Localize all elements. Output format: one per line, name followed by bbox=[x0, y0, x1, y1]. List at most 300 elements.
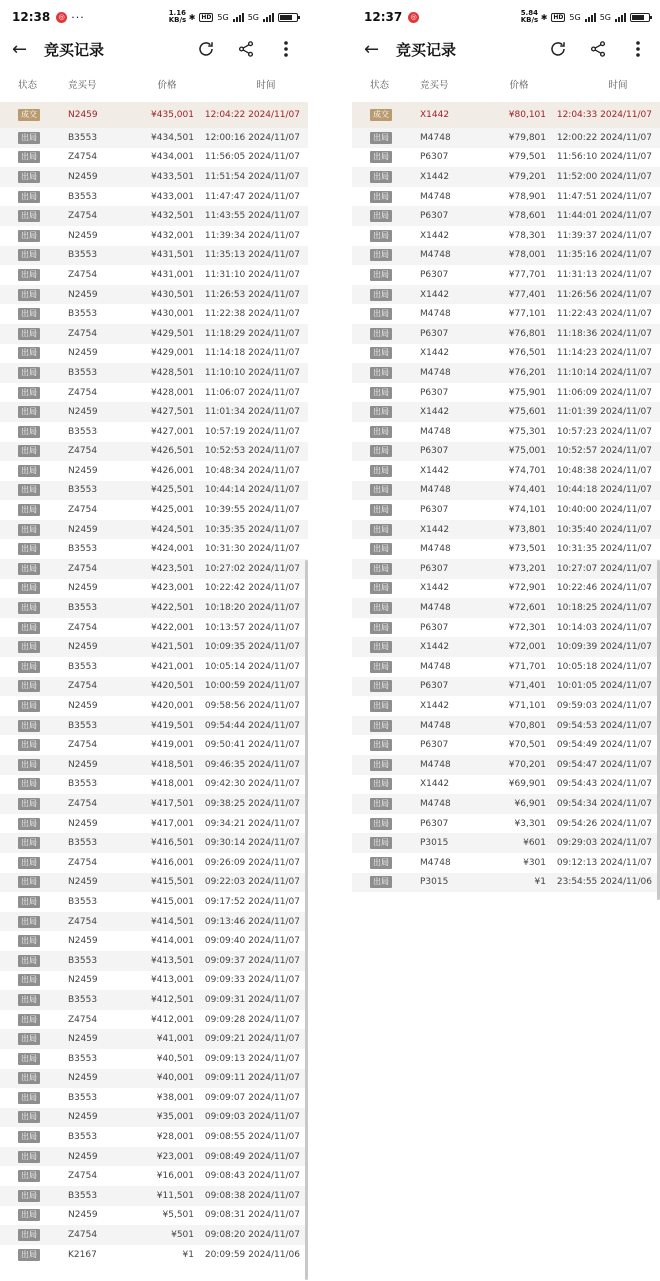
status-badge: 出局 bbox=[18, 504, 40, 516]
bid-code: M4748 bbox=[420, 485, 451, 496]
status-cell bbox=[0, 109, 50, 121]
bid-price: ¥413,501 bbox=[151, 955, 194, 966]
bid-price: ¥70,801 bbox=[508, 720, 546, 731]
refresh-icon[interactable] bbox=[196, 39, 216, 59]
bid-time: 10:52:57 2024/11/07 bbox=[556, 446, 652, 457]
table-row bbox=[0, 187, 308, 207]
bid-price: ¥71,401 bbox=[508, 681, 546, 692]
bid-code: N2459 bbox=[68, 818, 98, 829]
status-cell bbox=[352, 445, 402, 457]
table-row bbox=[0, 324, 308, 344]
status-badge: 出局 bbox=[370, 171, 392, 183]
table-row bbox=[0, 873, 308, 893]
table-row bbox=[352, 579, 660, 599]
bid-time: 10:48:34 2024/11/07 bbox=[204, 465, 300, 476]
status-badge: 出局 bbox=[18, 876, 40, 888]
table-row bbox=[0, 657, 308, 677]
status-cell bbox=[0, 1092, 50, 1104]
bid-time: 10:18:25 2024/11/07 bbox=[556, 603, 652, 614]
more-vertical-icon[interactable] bbox=[628, 39, 648, 59]
bid-price: ¥79,201 bbox=[508, 171, 546, 182]
bid-code: N2459 bbox=[68, 289, 98, 300]
status-badge: 出局 bbox=[18, 465, 40, 477]
battery-icon bbox=[278, 13, 298, 22]
status-cell bbox=[0, 426, 50, 438]
bid-time: 10:57:23 2024/11/07 bbox=[556, 426, 652, 437]
table-row bbox=[352, 102, 660, 128]
table-row bbox=[0, 344, 308, 364]
status-cell bbox=[0, 191, 50, 203]
bid-code: N2459 bbox=[68, 1210, 98, 1221]
bid-code: Z4754 bbox=[68, 446, 98, 457]
bid-time: 09:08:20 2024/11/07 bbox=[204, 1230, 300, 1241]
bid-code: M4748 bbox=[420, 759, 451, 770]
status-cell bbox=[352, 680, 402, 692]
status-cell bbox=[0, 818, 50, 830]
bid-price: ¥301 bbox=[523, 857, 546, 868]
table-row bbox=[352, 226, 660, 246]
table-row bbox=[352, 461, 660, 481]
table-row bbox=[0, 559, 308, 579]
bid-time: 10:13:57 2024/11/07 bbox=[204, 622, 300, 633]
share-icon[interactable] bbox=[588, 39, 608, 59]
status-cell bbox=[0, 857, 50, 869]
table-row bbox=[0, 383, 308, 403]
bid-price: ¥412,501 bbox=[151, 994, 194, 1005]
table-row bbox=[0, 128, 308, 148]
bid-time: 09:13:46 2024/11/07 bbox=[204, 916, 300, 927]
bid-price: ¥412,001 bbox=[151, 1014, 194, 1025]
bid-price: ¥417,501 bbox=[151, 798, 194, 809]
bid-code: N2459 bbox=[68, 1112, 98, 1123]
bid-price: ¥423,001 bbox=[151, 583, 194, 594]
bid-time: 11:26:53 2024/11/07 bbox=[204, 289, 300, 300]
status-badge: 出局 bbox=[370, 347, 392, 359]
status-badge: 出局 bbox=[370, 132, 392, 144]
status-badge: 出局 bbox=[18, 1229, 40, 1241]
bid-code: P6307 bbox=[420, 681, 449, 692]
bid-code: X1442 bbox=[420, 465, 450, 476]
bid-code: N2459 bbox=[68, 936, 98, 947]
bid-price: ¥74,401 bbox=[508, 485, 546, 496]
bid-time: 10:22:42 2024/11/07 bbox=[204, 583, 300, 594]
table-row bbox=[0, 265, 308, 285]
table-row bbox=[0, 539, 308, 559]
status-cell bbox=[0, 837, 50, 849]
status-cell bbox=[352, 191, 402, 203]
status-badge: 出局 bbox=[370, 622, 392, 634]
bid-price: ¥78,601 bbox=[508, 211, 546, 222]
network-type: 5G bbox=[569, 12, 581, 22]
header-code: 竞买号 bbox=[420, 80, 449, 91]
status-badge: 出局 bbox=[18, 759, 40, 771]
bid-price: ¥430,001 bbox=[151, 309, 194, 320]
bid-code: P3015 bbox=[420, 838, 449, 849]
status-cell bbox=[352, 308, 402, 320]
bid-code: M4748 bbox=[420, 603, 451, 614]
back-arrow-icon[interactable]: ← bbox=[12, 38, 28, 60]
bid-code: B3553 bbox=[68, 1092, 98, 1103]
bid-code: Z4754 bbox=[68, 269, 98, 280]
status-cell bbox=[0, 524, 50, 536]
page-title: 竞买记录 bbox=[44, 40, 105, 59]
bid-time: 09:09:31 2024/11/07 bbox=[204, 994, 300, 1005]
bid-code: P6307 bbox=[420, 211, 449, 222]
bid-time: 09:54:53 2024/11/07 bbox=[556, 720, 652, 731]
bid-price: ¥432,001 bbox=[151, 230, 194, 241]
bid-code: B3553 bbox=[68, 1190, 98, 1201]
status-cell bbox=[0, 132, 50, 144]
status-cell bbox=[0, 367, 50, 379]
app-toolbar bbox=[0, 34, 308, 64]
status-badge: 出局 bbox=[18, 347, 40, 359]
table-row bbox=[0, 1088, 308, 1108]
bid-code: B3553 bbox=[68, 544, 98, 555]
bid-price: ¥78,901 bbox=[508, 191, 546, 202]
table-row bbox=[0, 1147, 308, 1167]
bid-price: ¥417,001 bbox=[151, 818, 194, 829]
table-row bbox=[0, 735, 308, 755]
bid-price: ¥72,001 bbox=[508, 642, 546, 653]
table-row bbox=[352, 598, 660, 618]
bid-price: ¥423,501 bbox=[151, 563, 194, 574]
bid-price: ¥424,001 bbox=[151, 544, 194, 555]
bid-code: P3015 bbox=[420, 877, 449, 888]
status-badge: 出局 bbox=[18, 445, 40, 457]
bid-price: ¥431,501 bbox=[151, 250, 194, 261]
bid-time: 10:27:07 2024/11/07 bbox=[556, 563, 652, 574]
bid-code: M4748 bbox=[420, 367, 451, 378]
bid-time: 10:40:00 2024/11/07 bbox=[556, 505, 652, 516]
table-row bbox=[0, 246, 308, 266]
bid-price: ¥3,301 bbox=[514, 818, 546, 829]
status-cell bbox=[352, 818, 402, 830]
bid-price: ¥435,001 bbox=[151, 110, 194, 120]
bid-price: ¥601 bbox=[523, 838, 546, 849]
table-row bbox=[352, 637, 660, 657]
bid-time: 09:09:28 2024/11/07 bbox=[204, 1014, 300, 1025]
bid-code: X1442 bbox=[420, 171, 450, 182]
bid-time: 11:39:34 2024/11/07 bbox=[204, 230, 300, 241]
table-row bbox=[0, 990, 308, 1010]
table-row bbox=[352, 422, 660, 442]
bid-time: 11:31:13 2024/11/07 bbox=[556, 269, 652, 280]
bid-price: ¥434,501 bbox=[151, 132, 194, 143]
status-cell bbox=[352, 798, 402, 810]
header-time: 时间 bbox=[608, 80, 628, 91]
status-badge: 出局 bbox=[18, 857, 40, 869]
bid-code: B3553 bbox=[68, 132, 98, 143]
bid-code: N2459 bbox=[68, 348, 98, 359]
table-row bbox=[0, 1029, 308, 1049]
bid-time: 10:57:19 2024/11/07 bbox=[204, 426, 300, 437]
bid-code: N2459 bbox=[68, 171, 98, 182]
table-row bbox=[352, 481, 660, 501]
bid-price: ¥78,001 bbox=[508, 250, 546, 261]
bid-code: P6307 bbox=[420, 152, 449, 163]
status-badge: 出局 bbox=[370, 445, 392, 457]
status-cell bbox=[0, 230, 50, 242]
status-cell bbox=[0, 1151, 50, 1163]
table-row bbox=[0, 206, 308, 226]
status-badge: 出局 bbox=[18, 1151, 40, 1163]
status-badge: 出局 bbox=[370, 563, 392, 575]
status-cell bbox=[352, 524, 402, 536]
bid-price: ¥76,201 bbox=[508, 367, 546, 378]
bid-time: 12:00:22 2024/11/07 bbox=[556, 132, 652, 143]
status-badge: 出局 bbox=[370, 641, 392, 653]
table-row bbox=[0, 579, 308, 599]
status-badge: 出局 bbox=[370, 230, 392, 242]
bid-price: ¥38,001 bbox=[156, 1092, 194, 1103]
network-type-2: 5G bbox=[247, 12, 259, 22]
signal-icon bbox=[585, 13, 596, 22]
hd-icon: HD bbox=[553, 13, 564, 21]
bid-price: ¥73,501 bbox=[508, 544, 546, 555]
table-row bbox=[352, 187, 660, 207]
table-row bbox=[0, 442, 308, 462]
status-badge: 出局 bbox=[18, 524, 40, 536]
status-badge: 出局 bbox=[18, 582, 40, 594]
bid-price: ¥77,101 bbox=[508, 309, 546, 320]
bid-price: ¥415,001 bbox=[151, 896, 194, 907]
signal-icon-2 bbox=[615, 13, 626, 22]
status-cell bbox=[352, 622, 402, 634]
bid-time: 10:00:59 2024/11/07 bbox=[204, 681, 300, 692]
status-badge: 出局 bbox=[18, 1170, 40, 1182]
bid-price: ¥71,101 bbox=[508, 701, 546, 712]
bid-code: B3553 bbox=[68, 896, 98, 907]
header-time: 时间 bbox=[256, 80, 276, 91]
bid-time: 09:09:40 2024/11/07 bbox=[204, 936, 300, 947]
bid-time: 09:54:34 2024/11/07 bbox=[556, 798, 652, 809]
bid-time: 10:48:38 2024/11/07 bbox=[556, 465, 652, 476]
status-badge: 出局 bbox=[18, 1014, 40, 1026]
bid-code: Z4754 bbox=[68, 857, 98, 868]
status-badge: 出局 bbox=[18, 700, 40, 712]
status-icons bbox=[169, 10, 298, 24]
bid-price: ¥78,301 bbox=[508, 230, 546, 241]
status-badge: 出局 bbox=[18, 1111, 40, 1123]
bid-code: B3553 bbox=[68, 1132, 98, 1143]
status-cell bbox=[0, 720, 50, 732]
bid-time: 11:18:29 2024/11/07 bbox=[204, 328, 300, 339]
bid-time: 12:04:22 2024/11/07 bbox=[204, 110, 300, 120]
bid-price: ¥425,501 bbox=[151, 485, 194, 496]
bid-code: K2167 bbox=[68, 1249, 97, 1260]
table-row bbox=[0, 677, 308, 697]
battery-icon bbox=[630, 13, 650, 22]
status-badge: 出局 bbox=[18, 720, 40, 732]
bid-code: P6307 bbox=[420, 328, 449, 339]
table-row bbox=[352, 853, 660, 873]
status-badge: 出局 bbox=[18, 680, 40, 692]
bid-code: M4748 bbox=[420, 857, 451, 868]
status-badge: 出局 bbox=[18, 563, 40, 575]
table-row bbox=[0, 363, 308, 383]
table-row bbox=[352, 716, 660, 736]
bid-code: P6307 bbox=[420, 563, 449, 574]
table-row bbox=[352, 402, 660, 422]
bid-price: ¥428,001 bbox=[151, 387, 194, 398]
bid-price: ¥413,001 bbox=[151, 975, 194, 986]
table-row bbox=[0, 853, 308, 873]
table-row bbox=[0, 148, 308, 168]
bid-time: 09:09:33 2024/11/07 bbox=[204, 975, 300, 986]
bid-time: 12:00:16 2024/11/07 bbox=[204, 132, 300, 143]
status-cell bbox=[352, 720, 402, 732]
bid-code: N2459 bbox=[68, 1151, 98, 1162]
bid-price: ¥426,001 bbox=[151, 465, 194, 476]
bid-time: 10:09:39 2024/11/07 bbox=[556, 642, 652, 653]
status-badge: 出局 bbox=[18, 818, 40, 830]
table-row bbox=[0, 598, 308, 618]
status-badge: 出局 bbox=[18, 191, 40, 203]
bid-code: Z4754 bbox=[68, 798, 98, 809]
bid-code: M4748 bbox=[420, 132, 451, 143]
status-badge: 出局 bbox=[18, 308, 40, 320]
bid-code: X1442 bbox=[420, 230, 450, 241]
bid-code: X1442 bbox=[420, 583, 450, 594]
status-cell bbox=[352, 171, 402, 183]
bid-code: X1442 bbox=[420, 701, 450, 712]
bid-code: N2459 bbox=[68, 230, 98, 241]
bid-code: N2459 bbox=[68, 1073, 98, 1084]
bid-code: M4748 bbox=[420, 661, 451, 672]
status-cell bbox=[352, 249, 402, 261]
table-row bbox=[352, 324, 660, 344]
table-row bbox=[352, 775, 660, 795]
bid-code: B3553 bbox=[68, 603, 98, 614]
table-row bbox=[0, 1166, 308, 1186]
status-cell bbox=[0, 445, 50, 457]
bid-time: 09:08:43 2024/11/07 bbox=[204, 1171, 300, 1182]
bid-price: ¥1 bbox=[534, 877, 546, 888]
bid-time: 11:14:18 2024/11/07 bbox=[204, 348, 300, 359]
bid-price: ¥419,501 bbox=[151, 720, 194, 731]
clock: 12:37 bbox=[364, 10, 403, 24]
bid-code: Z4754 bbox=[68, 1014, 98, 1025]
table-row bbox=[352, 696, 660, 716]
bid-price: ¥434,001 bbox=[151, 152, 194, 163]
more-vertical-icon[interactable] bbox=[276, 39, 296, 59]
notification-icon: ◎ bbox=[56, 12, 67, 23]
status-badge: 出局 bbox=[370, 582, 392, 594]
status-cell bbox=[352, 857, 402, 869]
bid-time: 09:08:49 2024/11/07 bbox=[204, 1151, 300, 1162]
table-row bbox=[0, 422, 308, 442]
bid-code: N2459 bbox=[68, 407, 98, 418]
status-badge: 出局 bbox=[370, 426, 392, 438]
status-badge: 出局 bbox=[18, 171, 40, 183]
bid-time: 11:01:39 2024/11/07 bbox=[556, 407, 652, 418]
status-cell bbox=[0, 896, 50, 908]
status-cell bbox=[352, 269, 402, 281]
bid-time: 10:01:05 2024/11/07 bbox=[556, 681, 652, 692]
bid-price: ¥76,501 bbox=[508, 348, 546, 359]
bid-list bbox=[352, 102, 660, 892]
status-badge: 成交 bbox=[18, 109, 40, 121]
table-row bbox=[0, 1186, 308, 1206]
bid-time: 11:22:38 2024/11/07 bbox=[204, 309, 300, 320]
bid-code: Z4754 bbox=[68, 1171, 98, 1182]
bid-price: ¥418,501 bbox=[151, 759, 194, 770]
status-cell bbox=[0, 759, 50, 771]
share-icon[interactable] bbox=[236, 39, 256, 59]
status-cell bbox=[352, 465, 402, 477]
notification-icon: ◎ bbox=[408, 12, 419, 23]
bid-price: ¥80,101 bbox=[508, 110, 546, 120]
back-arrow-icon[interactable]: ← bbox=[364, 38, 380, 60]
status-badge: 出局 bbox=[370, 289, 392, 301]
bid-price: ¥71,701 bbox=[508, 661, 546, 672]
bid-price: ¥427,501 bbox=[151, 407, 194, 418]
status-badge: 出局 bbox=[18, 406, 40, 418]
table-row bbox=[352, 206, 660, 226]
bid-code: X1442 bbox=[420, 642, 450, 653]
status-badge: 出局 bbox=[18, 210, 40, 222]
status-badge: 出局 bbox=[370, 818, 392, 830]
status-cell bbox=[0, 1072, 50, 1084]
bid-code: M4748 bbox=[420, 544, 451, 555]
table-row bbox=[352, 677, 660, 697]
bid-price: ¥420,001 bbox=[151, 701, 194, 712]
bid-code: Z4754 bbox=[68, 740, 98, 751]
network-speed: 5.84 KB/s bbox=[520, 9, 539, 24]
bid-price: ¥422,001 bbox=[151, 622, 194, 633]
status-badge: 出局 bbox=[370, 191, 392, 203]
bid-time: 11:06:09 2024/11/07 bbox=[556, 387, 652, 398]
bid-time: 11:01:34 2024/11/07 bbox=[204, 407, 300, 418]
bid-time: 09:29:03 2024/11/07 bbox=[556, 838, 652, 849]
status-badge: 出局 bbox=[18, 543, 40, 555]
status-cell bbox=[352, 347, 402, 359]
table-row bbox=[352, 520, 660, 540]
status-cell bbox=[0, 641, 50, 653]
bid-price: ¥40,501 bbox=[156, 1053, 194, 1064]
bid-price: ¥424,501 bbox=[151, 524, 194, 535]
table-row bbox=[0, 696, 308, 716]
hd-icon: HD bbox=[201, 13, 212, 21]
status-cell bbox=[0, 347, 50, 359]
status-cell bbox=[0, 582, 50, 594]
bid-code: X1442 bbox=[420, 524, 450, 535]
bid-code: P6307 bbox=[420, 387, 449, 398]
bid-price: ¥28,001 bbox=[156, 1132, 194, 1143]
bid-price: ¥431,001 bbox=[151, 269, 194, 280]
header-price: 价格 bbox=[157, 80, 177, 91]
refresh-icon[interactable] bbox=[548, 39, 568, 59]
status-badge: 出局 bbox=[370, 269, 392, 281]
status-cell bbox=[352, 876, 402, 888]
network-type-2: 5G bbox=[599, 12, 611, 22]
status-badge: 出局 bbox=[370, 798, 392, 810]
panel-gap bbox=[308, 0, 352, 1281]
bid-time: 11:14:23 2024/11/07 bbox=[556, 348, 652, 359]
table-row bbox=[0, 1127, 308, 1147]
status-badge: 出局 bbox=[18, 602, 40, 614]
status-cell bbox=[0, 1033, 50, 1045]
bid-code: Z4754 bbox=[68, 505, 98, 516]
status-cell bbox=[352, 582, 402, 594]
table-row bbox=[352, 128, 660, 148]
bid-price: ¥72,901 bbox=[508, 583, 546, 594]
bid-code: N2459 bbox=[68, 877, 98, 888]
bid-code: N2459 bbox=[68, 701, 98, 712]
bid-code: M4748 bbox=[420, 426, 451, 437]
bid-code: X1442 bbox=[420, 407, 450, 418]
table-row bbox=[352, 285, 660, 305]
